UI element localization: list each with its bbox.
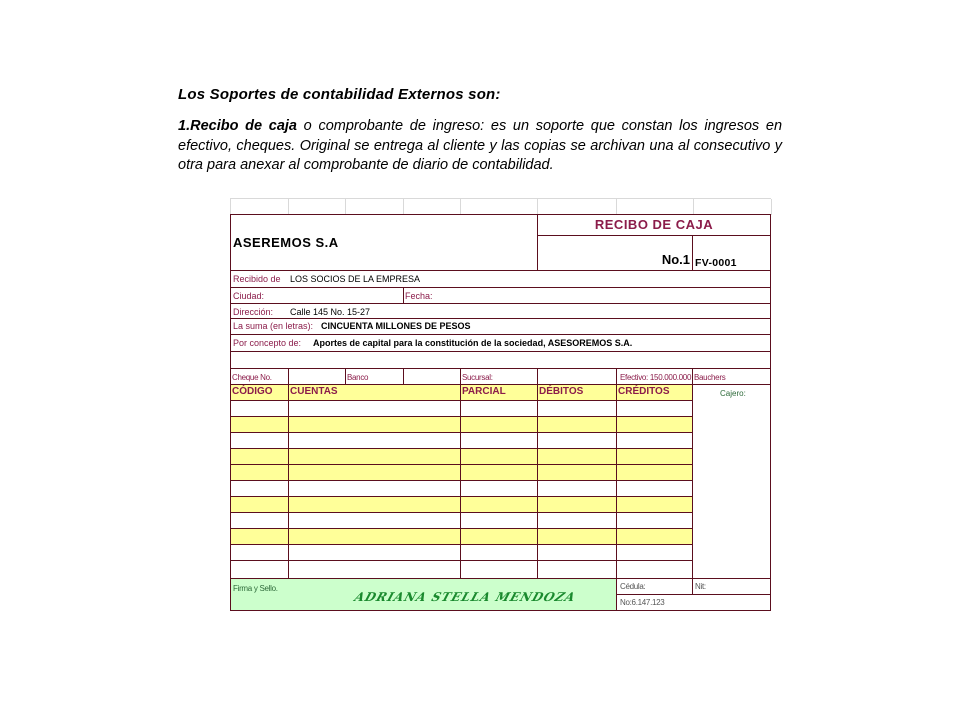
intro-section — [178, 86, 782, 176]
spreadsheet-grid-top — [230, 198, 771, 214]
payment-divider — [692, 368, 693, 384]
row-line — [230, 270, 771, 271]
intro-item-text: o comprobante de ingreso: es un soporte que constan los ingresos en efectivo, cheques. Original se entrega al cliente y las copias se archivan una al consecutivo y otra para anexar al comprobante de diario de contabilidad. — [178, 118, 783, 173]
row-line — [230, 303, 771, 304]
nit-divider — [692, 578, 693, 594]
number-divider — [692, 235, 693, 270]
receipt-number-value: FV-0001 — [695, 257, 737, 269]
row-line — [230, 368, 771, 369]
intro-paragraph — [178, 117, 782, 176]
grid-cell — [231, 199, 289, 215]
table-row — [231, 449, 692, 464]
cheque-label: Cheque No. — [232, 373, 272, 382]
suma-value: CINCUENTA MILLONES DE PESOS — [321, 321, 471, 331]
header-cuentas: CUENTAS — [290, 386, 338, 397]
table-row — [231, 561, 692, 578]
firma-label: Firma y Sello. — [233, 584, 278, 593]
table-col-line — [288, 384, 289, 578]
receipt-title: RECIBO DE CAJA — [594, 217, 714, 232]
company-name: ASEREMOS S.A — [233, 235, 339, 250]
row-line — [230, 318, 771, 319]
table-row — [231, 401, 692, 416]
table-col-line — [616, 384, 617, 578]
efectivo-label: Efectivo: 150.000.000 — [620, 373, 692, 382]
sucursal-label: Sucursal: — [462, 373, 493, 382]
table-row — [231, 417, 692, 432]
concepto-label: Por concepto de: — [233, 338, 302, 348]
signature: ADRIANA STELLA MENDOZA — [352, 590, 578, 604]
payment-divider — [616, 368, 617, 384]
recibido-label: Recibido de — [233, 274, 281, 284]
row-line — [230, 334, 771, 335]
fecha-label: Fecha: — [405, 291, 433, 301]
cedula-line — [616, 594, 771, 595]
grid-cell — [289, 199, 346, 215]
header-creditos: CRÉDITOS — [618, 386, 670, 397]
payment-divider — [403, 368, 404, 384]
banco-label: Banco — [347, 373, 369, 382]
grid-cell — [346, 199, 404, 215]
ciudad-label: Ciudad: — [233, 291, 265, 301]
ciudad-fecha-divider — [403, 287, 404, 303]
table-row — [231, 433, 692, 448]
row-line — [230, 287, 771, 288]
grid-cell — [538, 199, 617, 215]
bauchers-label: Bauchers — [694, 373, 726, 382]
intro-title: Los Soportes de contabilidad Externos son: — [178, 86, 501, 103]
table-row — [231, 529, 692, 544]
grid-cell — [404, 199, 461, 215]
grid-cell — [461, 199, 538, 215]
table-row — [231, 513, 692, 528]
table-row — [231, 497, 692, 512]
title-divider — [537, 235, 771, 236]
cajero-label: Cajero: — [720, 389, 746, 398]
cedula-value: No:6.147.123 — [620, 598, 665, 607]
receipt-number-label: No.1 — [661, 252, 690, 267]
direccion-label: Dirección: — [233, 307, 274, 317]
nit-label: Nit: — [695, 582, 706, 591]
table-col-line — [537, 384, 538, 578]
grid-cell — [617, 199, 694, 215]
row-line — [230, 351, 771, 352]
payment-divider — [537, 368, 538, 384]
concepto-value: Aportes de capital para la constitución de la sociedad, ASESOREMOS S.A. — [313, 338, 633, 348]
intro-item-lead: 1.Recibo de caja — [178, 118, 297, 134]
table-row — [231, 481, 692, 496]
payment-divider — [345, 368, 346, 384]
payment-divider — [460, 368, 461, 384]
header-codigo: CÓDIGO — [232, 386, 273, 397]
table-row — [231, 545, 692, 560]
table-col-line — [460, 384, 461, 578]
header-debitos: DÉBITOS — [539, 386, 584, 397]
header-parcial: PARCIAL — [462, 386, 506, 397]
recibido-value: LOS SOCIOS DE LA EMPRESA — [290, 274, 421, 284]
suma-label: La suma (en letras): — [233, 321, 314, 331]
payment-divider — [288, 368, 289, 384]
table-col-line — [692, 384, 693, 578]
direccion-value: Calle 145 No. 15-27 — [290, 307, 371, 317]
table-row — [231, 465, 692, 480]
grid-cell — [694, 199, 772, 215]
cedula-label: Cédula: — [620, 582, 646, 591]
